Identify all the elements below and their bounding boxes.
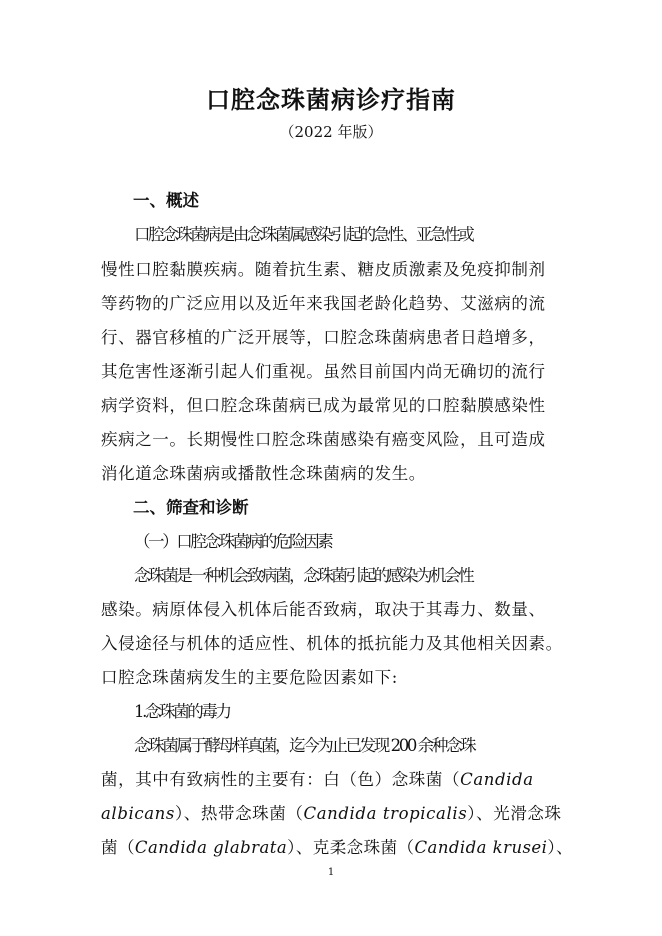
page-number: 1 bbox=[327, 867, 335, 878]
paragraph-line: 其危害性逐渐引起人们重视。虽然目前国内尚无确切的流行 bbox=[101, 362, 546, 381]
text-run: ）、 bbox=[547, 838, 574, 857]
text-run: 菌，其中有致病性的主要有：白（色）念珠菌（ bbox=[101, 770, 461, 789]
paragraph-line: 口腔念珠菌病发生的主要危险因素如下: bbox=[101, 668, 398, 687]
paragraph-line bbox=[101, 768, 571, 792]
subsection-heading-risk-factors: （一）口腔念珠菌病的危险因素 bbox=[134, 532, 332, 551]
paragraph-line bbox=[101, 836, 574, 860]
species-name: Candida bbox=[460, 770, 534, 789]
paragraph-line: 念珠菌是一种机会致病菌，念珠菌引起的感染为机会性 bbox=[134, 566, 473, 585]
document-subtitle: （2022 年版） bbox=[279, 123, 383, 141]
species-name: Candida tropicalis bbox=[303, 804, 468, 823]
paragraph-line: 念珠菌属于酵母样真菌，迄今为止已发现 200 余种念珠 bbox=[134, 736, 475, 755]
paragraph-line: 慢性口腔黏膜疾病。随着抗生素、糖皮质激素及免疫抑制剂 bbox=[101, 260, 546, 279]
species-name: Candida krusei bbox=[414, 838, 548, 857]
paragraph-line bbox=[101, 802, 571, 826]
text-run: ）、热带念珠菌（ bbox=[174, 804, 304, 823]
species-name: albicans bbox=[101, 804, 175, 823]
species-name: Candida glabrata bbox=[134, 838, 288, 857]
section-heading-screening: 二、筛查和诊断 bbox=[133, 498, 249, 517]
paragraph-line: 感染。病原体侵入机体后能否致病，取决于其毒力、数量、 bbox=[101, 600, 546, 619]
paragraph-line: 疾病之一。长期慢性口腔念珠菌感染有癌变风险，且可造成 bbox=[101, 430, 546, 449]
paragraph-line: 入侵途径与机体的适应性、机体的抵抗能力及其他相关因素。 bbox=[101, 634, 563, 653]
paragraph-line: 消化道念珠菌病或播散性念珠菌病的发生。 bbox=[101, 464, 426, 483]
section-heading-overview: 一、概述 bbox=[133, 191, 199, 210]
paragraph-line: 病学资料，但口腔念珠菌病已成为最常见的口腔黏膜感染性 bbox=[101, 396, 546, 415]
item-heading-virulence: 1.念珠菌的毒力 bbox=[134, 702, 230, 721]
document-title: 口腔念珠菌病诊疗指南 bbox=[206, 86, 456, 114]
paragraph-line: 口腔念珠菌病是由念珠菌属感染引起的急性、亚急性或 bbox=[134, 225, 473, 244]
paragraph-line: 等药物的广泛应用以及近年来我国老龄化趋势、艾滋病的流 bbox=[101, 294, 546, 313]
text-run: ）、光滑念珠 bbox=[467, 804, 562, 823]
paragraph-line: 行、器官移植的广泛开展等，口腔念珠菌病患者日趋增多， bbox=[101, 328, 546, 347]
text-run: ）、克柔念珠菌（ bbox=[287, 838, 415, 857]
text-run: 菌（ bbox=[101, 838, 135, 857]
